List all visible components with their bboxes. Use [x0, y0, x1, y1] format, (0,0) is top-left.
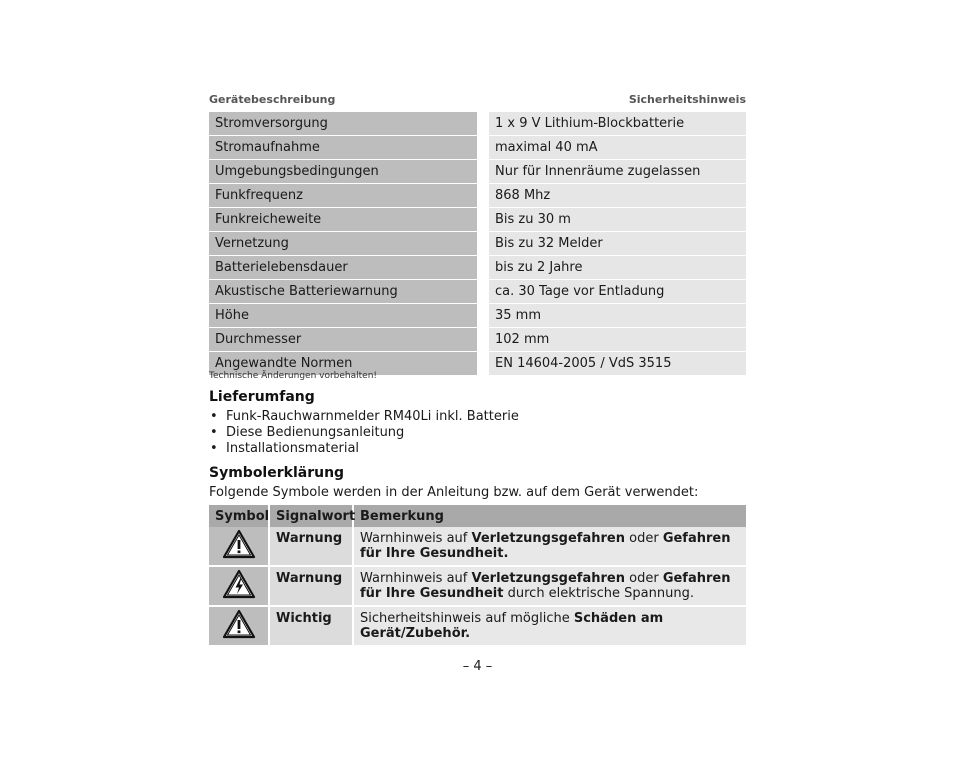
list-item-text: Funk-Rauchwarnmelder RM40Li inkl. Batterie [226, 409, 519, 424]
column-header-signalwort: Signalwort [269, 505, 353, 527]
spec-value: 868 Mhz [483, 184, 746, 208]
remark [353, 606, 746, 646]
spec-value: Bis zu 32 Melder [483, 232, 746, 256]
remark [353, 566, 746, 606]
bullet: • [210, 409, 218, 424]
spec-table [209, 112, 746, 376]
column-header-bemerkung: Bemerkung [353, 505, 746, 527]
symbol-intro-text: Folgende Symbole werden in der Anleitung bzw. auf dem Gerät verwendet: [209, 485, 699, 500]
symbol-cell [209, 566, 269, 606]
remark-bold: Schäden am Gerät/Zubehör. [360, 611, 664, 641]
remark-bold: Verletzungsgefahren [471, 531, 625, 546]
table-row [209, 566, 746, 606]
symbol-table [209, 505, 746, 647]
table-row [209, 328, 746, 352]
page-number: – 4 – [462, 659, 493, 674]
table-row [209, 280, 746, 304]
symbol-cell [209, 606, 269, 646]
warning-exclamation-icon [222, 609, 256, 639]
technical-note: Technische Änderungen vorbehalten! [209, 371, 378, 381]
spec-value: bis zu 2 Jahre [483, 256, 746, 280]
remark-text: Warnhinweis auf [360, 571, 472, 586]
signal-word: Warnung [269, 527, 353, 566]
section-title-symbolerklaerung: Symbolerklärung [209, 465, 345, 481]
signal-word: Warnung [269, 566, 353, 606]
table-row [209, 112, 746, 136]
spec-key: Stromaufnahme [209, 136, 483, 160]
signal-word: Wichtig [269, 606, 353, 646]
list-item [209, 425, 519, 441]
table-row [209, 606, 746, 646]
remark-text: Warnhinweis auf [360, 531, 472, 546]
spec-value: Bis zu 30 m [483, 208, 746, 232]
spec-key: Funkfrequenz [209, 184, 483, 208]
list-item-text: Installationsmaterial [226, 441, 360, 456]
spec-key: Angewandte Normen [209, 352, 483, 376]
remark-text: durch elektrische Spannung. [503, 586, 694, 601]
table-header-row [209, 505, 746, 527]
table-row [209, 232, 746, 256]
spec-value: EN 14604-2005 / VdS 3515 [483, 352, 746, 376]
section-title-lieferumfang: Lieferumfang [209, 389, 315, 405]
spec-value: maximal 40 mA [483, 136, 746, 160]
delivery-list [209, 409, 519, 457]
running-header [209, 93, 746, 107]
table-row [209, 208, 746, 232]
header-left: Gerätebeschreibung [209, 93, 336, 106]
remark-bold: Gefahren für Ihre Gesundheit. [360, 531, 731, 561]
table-row [209, 304, 746, 328]
spec-value: 1 x 9 V Lithium-Blockbatterie [483, 112, 746, 136]
spec-key: Vernetzung [209, 232, 483, 256]
remark-bold: Verletzungsgefahren [471, 571, 625, 586]
remark [353, 527, 746, 566]
spec-key: Durchmesser [209, 328, 483, 352]
bullet: • [210, 425, 218, 440]
warning-exclamation-icon [222, 529, 256, 559]
table-row [209, 136, 746, 160]
remark-bold: Gefahren für Ihre Gesundheit [360, 571, 731, 601]
table-row [209, 184, 746, 208]
spec-key: Höhe [209, 304, 483, 328]
symbol-cell [209, 527, 269, 566]
spec-value: Nur für Innenräume zugelassen [483, 160, 746, 184]
spec-key: Batterielebensdauer [209, 256, 483, 280]
spec-key: Umgebungsbedingungen [209, 160, 483, 184]
list-item [209, 441, 519, 457]
remark-text: oder [624, 531, 663, 546]
spec-key: Funkreicheweite [209, 208, 483, 232]
spec-value: ca. 30 Tage vor Entladung [483, 280, 746, 304]
remark-text: Sicherheitshinweis auf mögliche [360, 611, 574, 626]
bullet: • [210, 441, 218, 456]
list-item [209, 409, 519, 425]
table-row [209, 527, 746, 566]
table-row [209, 160, 746, 184]
electrical-hazard-icon [222, 569, 256, 599]
column-header-symbol: Symbol [209, 505, 269, 527]
table-row [209, 256, 746, 280]
spec-key: Stromversorgung [209, 112, 483, 136]
list-item-text: Diese Bedienungsanleitung [226, 425, 405, 440]
spec-value: 102 mm [483, 328, 746, 352]
spec-key: Akustische Batteriewarnung [209, 280, 483, 304]
header-right: Sicherheitshinweis [628, 93, 746, 106]
spec-value: 35 mm [483, 304, 746, 328]
remark-text: oder [624, 571, 663, 586]
